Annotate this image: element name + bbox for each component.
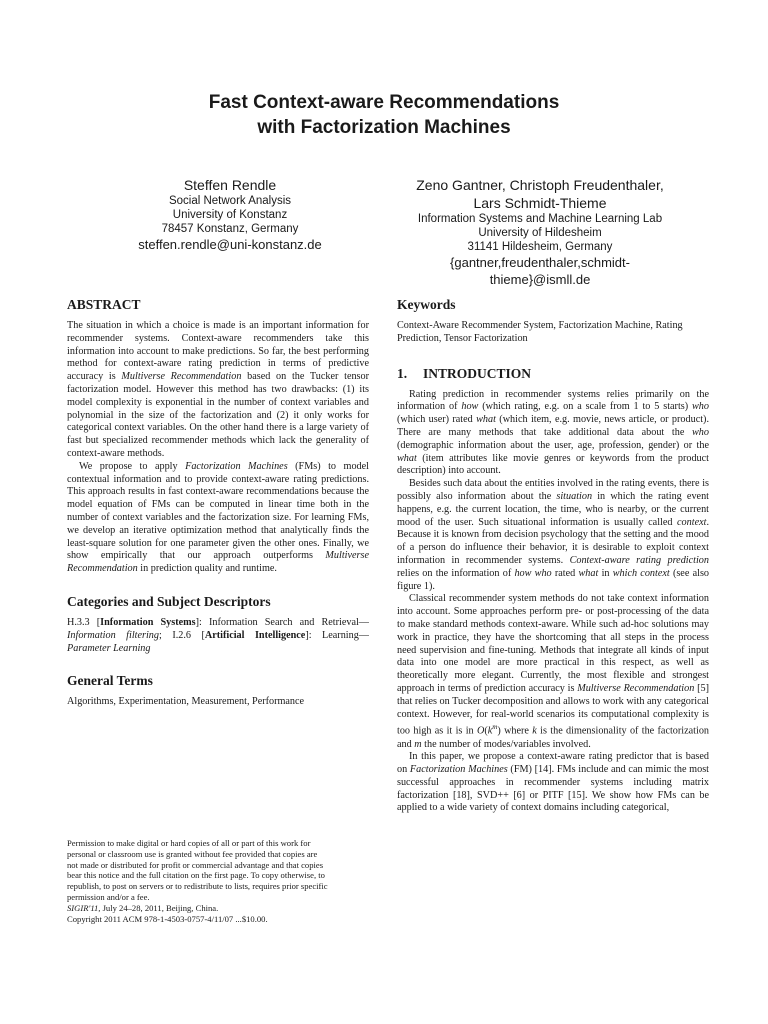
- copyright-line: Copyright 2011 ACM 978-1-4503-0757-4/11/07 ...$10.00.: [67, 913, 268, 924]
- keywords-text: Context-Aware Recommender System, Factorization Machine, Rating Prediction, Tensor Factorization: [397, 320, 683, 344]
- affiliation-line: 78457 Konstanz, Germany: [161, 223, 299, 235]
- author-email: steffen.rendle@uni-konstanz.de: [138, 237, 322, 252]
- abstract-paragraph: The situation in which a choice is made is an important information for recommender systems. Context-aware recommenders take this information into account to make predictions. So far, the best performing method for context-aware rating prediction in terms of predictive accuracy is Multiverse Recommendation based on the Tucker tensor factorization model. However this method has two drawbacks: (1) its model complexity is exponential in the number of context variables and polynomial in the size of the factorization and (2) it only works for categorical context variables. On the other hand there is a large variety of fast but specialized recommender methods which lack the generality of context-aware methods.: [67, 320, 370, 459]
- categories-text: H.3.3 [Information Systems]: Information Search and Retrieval—Information filtering; I.2.6 [Artificial Intelligence]: Learning—Parameter Learning: [67, 616, 369, 654]
- author-name: Steffen Rendle: [183, 177, 277, 193]
- intro-paragraph: Besides such data about the entities involved in the rating events, there is possibly also information about the situation in which the rating event happens, e.g. the current location, the time, who is nearby, or the current mood of the user. Such situational information is usually called context. Because it is known from decision psychology that the setting and the mood of a person do influence their behavior, it is desirable to exploit context information in recommender systems. Context-aware rating prediction relies on the information of how who rated what in which context (see also figure 1).: [397, 478, 709, 592]
- categories-heading: Categories and Subject Descriptors: [67, 593, 271, 609]
- affiliation-line: 31141 Hildesheim, Germany: [467, 241, 613, 253]
- right-column: [397, 296, 709, 815]
- introduction-section: [397, 365, 709, 816]
- abstract-paragraph: We propose to apply Factorization Machines (FMs) to model contextual information and to provide context-aware rating predictions. This approach results in fast context-aware recommendations because the model equation of FMs can be computed in linear time both in the number of context variables and the factorization size. For learning FMs, we develop an iterative optimization method that analytically finds the least-square solution for one parameter given the other ones. Finally, we show empirically that our approach outperforms Multiverse Recommendation in prediction quality and runtime.: [67, 460, 369, 575]
- paper-title: [0, 90, 768, 140]
- author-names: Zeno Gantner, Christoph Freudenthaler,: [416, 177, 664, 193]
- abstract-heading: ABSTRACT: [67, 297, 141, 312]
- venue-line: SIGIR'11, July 24–28, 2011, Beijing, China.: [67, 902, 219, 913]
- general-terms-section: [67, 672, 369, 709]
- author-email: thieme}@ismll.de: [489, 272, 591, 287]
- introduction-heading: 1. INTRODUCTION: [397, 365, 532, 381]
- affiliation-line: University of Konstanz: [172, 209, 288, 221]
- author-names: Lars Schmidt-Thieme: [473, 195, 607, 211]
- categories-section: [67, 593, 369, 655]
- intro-paragraph: Rating prediction in recommender systems relies primarily on the information of how (which rating, e.g. on a scale from 1 to 5 starts) who (which user) rated what (which item, e.g. movie, news article, or product). There are many methods that take additional data about the who (demographic information about the user, age, profession, gender) or the what (item attributes like movie genres or keywords from the product description) into account.: [397, 388, 709, 477]
- title-line-2: with Factorization Machines: [257, 117, 511, 138]
- author-block-left: [80, 176, 380, 253]
- intro-paragraph: Classical recommender system methods do not take context information into account. Some approaches perform pre- or post-processing of the data to make standard methods context-aware. While such ad-hoc solutions may work in practice, they have the shortcoming that all steps in the process need supervision and fine-tuning. Methods that integrate all kinds of input data into one model are more practical in this respect, as well as theoretically more elegant. Currently, the most flexible and strongest approach in terms of prediction accuracy is Multiverse Recommendation [5] that relies on Tucker decomposition and allows to work with any categorical context. However, for real-world scenarios its computational complexity is too high as it is in $O(k^m)$ where k is the dimensionality of the factorization and m the number of modes/variables involved.: [397, 593, 710, 750]
- author-block-right: [375, 176, 705, 288]
- keywords-heading: Keywords: [397, 297, 456, 312]
- left-column: [67, 296, 369, 709]
- intro-paragraph: In this paper, we propose a context-aware rating predictor that is based on Factorization Machines (FM) [14]. FMs include and can mimic the most successful approaches in recommender systems including matrix factorization [18], SVD++ [6] or PITF [15]. We show how FMs can be applied to a wide variety of context domains including categorical,: [397, 751, 709, 814]
- title-line-1: Fast Context-aware Recommendations: [208, 92, 560, 113]
- general-terms-text: Algorithms, Experimentation, Measurement, Performance: [67, 696, 305, 708]
- affiliation-line: Information Systems and Machine Learning Lab: [417, 213, 663, 225]
- affiliation-line: Social Network Analysis: [168, 195, 292, 207]
- affiliation-line: University of Hildesheim: [478, 227, 602, 239]
- author-email: {gantner,freudenthaler,schmidt-: [450, 255, 630, 270]
- permission-notice: Permission to make digital or hard copies of all or part of this work for personal or classroom use is granted without fee provided that copies are not made or distributed for profit or commercial advantage and that copies bear this notice and the full citation on the first page. To copy otherwise, to republish, to post on servers or to redistribute to lists, requires prior specific permission and/or a fee. SIGIR'11, July 24–28, 2011, Beijing, China. Copyright 2011 ACM 978-1-4503-0757-4/11/07 ...$10.00.: [67, 838, 369, 924]
- general-terms-heading: General Terms: [67, 673, 153, 689]
